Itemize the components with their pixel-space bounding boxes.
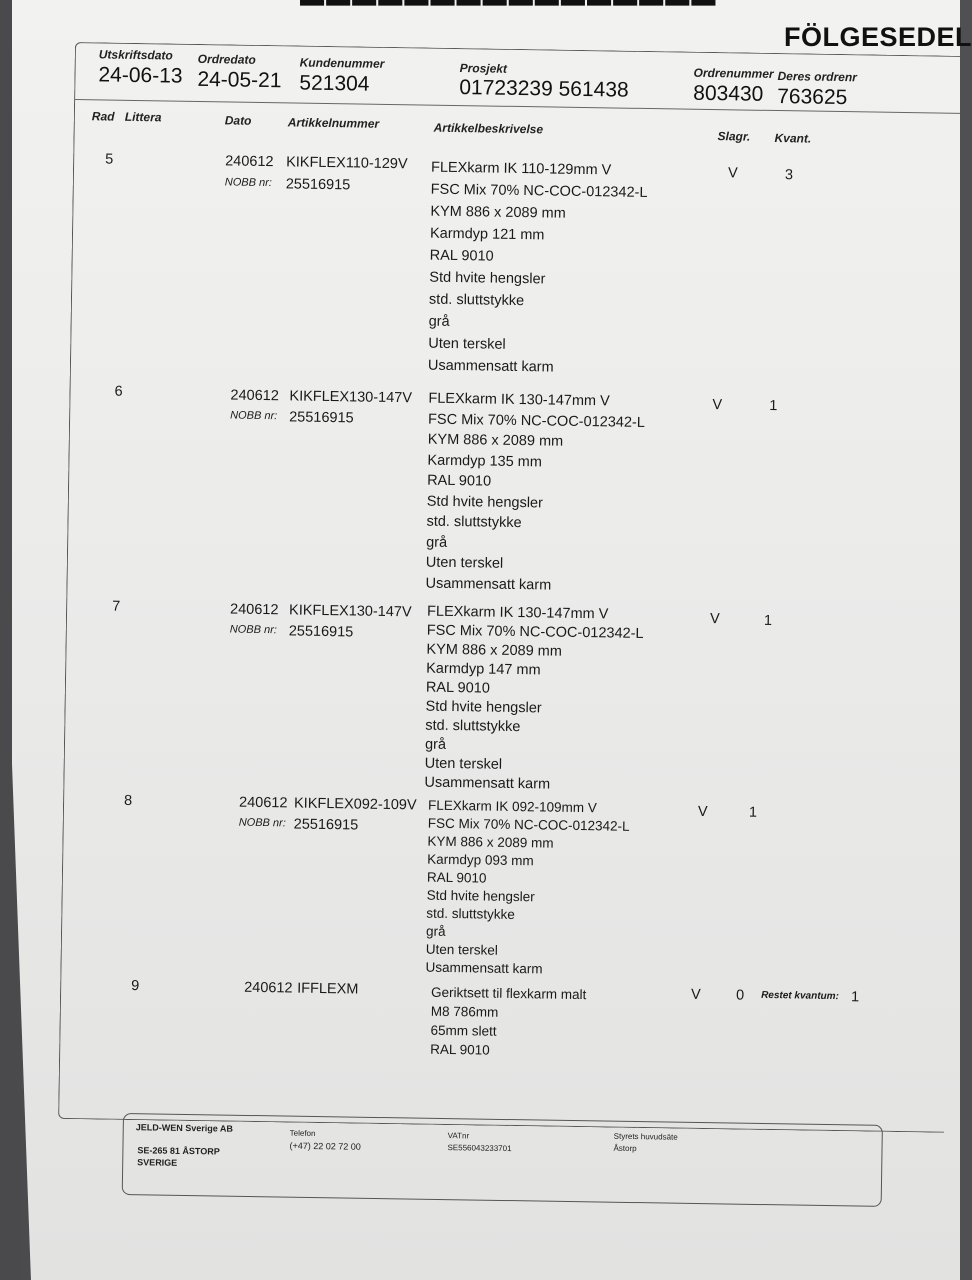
- row-nobb-label: NOBB nr:: [230, 409, 278, 423]
- order-table-frame: [58, 42, 961, 1133]
- row-rad: 7: [112, 598, 121, 615]
- row-kvant: 1: [763, 612, 773, 630]
- customer-no-label: Kundenummer: [299, 55, 385, 71]
- row-description: Geriktsett til flexkarm malt M8 786mm 65mm slett RAL 9010: [430, 984, 587, 1058]
- row-rad: 6: [114, 383, 123, 400]
- row-description: FLEXkarm IK 130-147mm V FSC Mix 70% NC-COC-012342-L KYM 886 x 2089 mm Karmdyp 135 mm RAL 9010 Std hvite hengsler std. sluttstykke grå Uten terskel Usammensatt karm: [425, 390, 645, 594]
- phone-label: Telefon: [289, 1128, 316, 1139]
- row-dato: 240612: [238, 794, 288, 812]
- seat: Åstorp: [613, 1143, 637, 1154]
- customer-no: 521304: [299, 71, 370, 96]
- print-date-label: Utskriftsdato: [98, 47, 173, 63]
- phone: (+47) 22 02 72 00: [289, 1140, 361, 1152]
- row-kvant: 3: [784, 167, 794, 184]
- order-date: 24-05-21: [197, 67, 282, 93]
- document-title: FÖLGESEDEL: [784, 22, 972, 52]
- col-rad: Rad: [91, 109, 115, 124]
- rest-quantity-label: Restet kvantum:: [761, 989, 839, 1003]
- row-description: FLEXkarm IK 130-147mm V FSC Mix 70% NC-COC-012342-L KYM 886 x 2089 mm Karmdyp 147 mm RAL 9010 Std hvite hengsler std. sluttstykke grå Uten terskel Usammensatt karm: [424, 603, 644, 793]
- row-kvant: 1: [769, 397, 778, 415]
- row-dato: 240612: [229, 601, 279, 619]
- row-description: FLEXkarm IK 110-129mm V FSC Mix 70% NC-COC-012342-L KYM 886 x 2089 mm Karmdyp 121 mm RAL 9010 Std hvite hengsler std. sluttstykke grå Uten terskel Usammensatt karm: [427, 159, 648, 376]
- company-country: SVERIGE: [137, 1157, 178, 1168]
- row-artnr: IFFLEXM: [297, 980, 359, 998]
- logo-fragment: [300, 0, 660, 10]
- seat-label: Styrets huvudsäte: [613, 1131, 678, 1142]
- row-slagr: V: [712, 397, 723, 414]
- project: 01723239 561438: [459, 76, 629, 102]
- company-footer: [122, 1113, 883, 1207]
- order-date-label: Ordredato: [197, 51, 256, 67]
- row-dato: 240612: [230, 387, 279, 405]
- row-kvant: 0: [735, 987, 745, 1004]
- row-nobb-label: NOBB nr:: [224, 176, 272, 190]
- col-artikkelbeskrivelse: Artikkelbeskrivelse: [433, 120, 544, 137]
- row-artnr: KIKFLEX092-109V: [293, 795, 417, 814]
- row-nobb: 25516915: [293, 816, 359, 834]
- row-nobb: 25516915: [289, 409, 354, 427]
- print-date: 24-06-13: [98, 63, 183, 88]
- col-artikkelnummer: Artikkelnummer: [287, 115, 380, 131]
- company-name: JELD-WEN Sverige AB: [135, 1122, 234, 1134]
- row-kvant: 1: [748, 804, 758, 821]
- row-artnr: KIKFLEX130-147V: [289, 388, 413, 407]
- project-label: Prosjekt: [459, 61, 508, 76]
- their-order-no-label: Deres ordrenr: [777, 69, 858, 85]
- row-slagr: V: [690, 986, 701, 1003]
- col-kvant: Kvant.: [774, 131, 812, 146]
- row-nobb: 25516915: [285, 176, 351, 194]
- rest-quantity: 1: [850, 989, 860, 1006]
- vat-label: VATnr: [447, 1131, 470, 1141]
- row-slagr: V: [709, 611, 720, 628]
- row-slagr: V: [727, 165, 738, 182]
- row-rad: 8: [123, 792, 133, 809]
- col-dato: Dato: [224, 113, 252, 128]
- row-nobb-label: NOBB nr:: [238, 816, 286, 830]
- row-description: FLEXkarm IK 092-109mm V FSC Mix 70% NC-COC-012342-L KYM 886 x 2089 mm Karmdyp 093 mm RAL 9010 Std hvite hengsler std. sluttstykke grå Uten terskel Usammensatt karm: [425, 797, 630, 977]
- row-rad: 9: [131, 977, 140, 995]
- order-no: 803430: [693, 81, 764, 106]
- row-nobb-label: NOBB nr:: [229, 623, 277, 637]
- vat-number: SE556043233701: [447, 1143, 512, 1154]
- their-order-no: 763625: [777, 85, 848, 110]
- col-littera: Littera: [124, 109, 162, 125]
- row-slagr: V: [697, 803, 708, 821]
- col-slagr: Slagr.: [717, 129, 751, 144]
- row-dato: 240612: [225, 153, 274, 171]
- row-artnr: KIKFLEX130-147V: [288, 602, 412, 621]
- row-dato: 240612: [244, 979, 293, 997]
- row-rad: 5: [105, 151, 114, 168]
- order-no-label: Ordrenummer: [693, 65, 774, 81]
- row-nobb: 25516915: [288, 623, 354, 641]
- row-artnr: KIKFLEX110-129V: [286, 154, 408, 173]
- company-address: SE-265 81 ÅSTORP: [137, 1145, 220, 1157]
